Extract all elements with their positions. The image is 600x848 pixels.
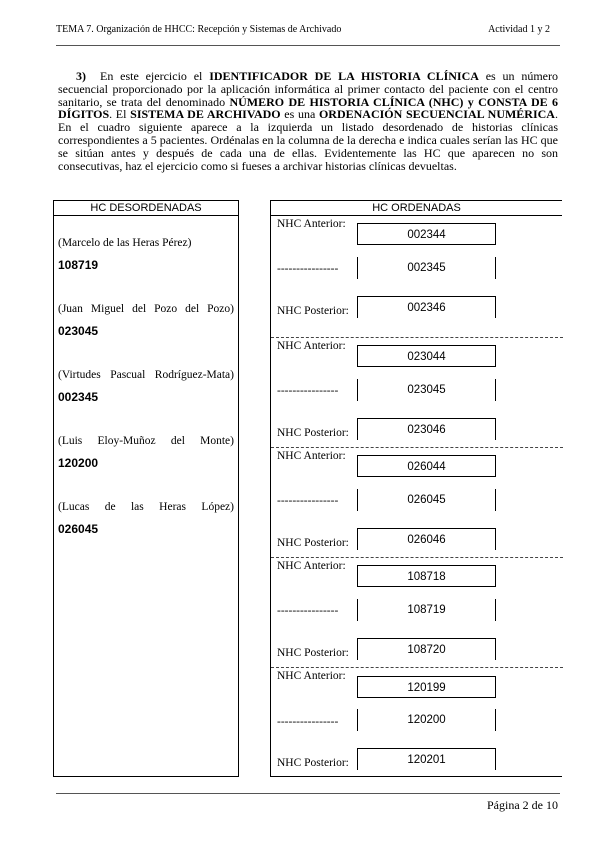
nhc-current-label: ---------------- — [277, 263, 339, 275]
page-number: Página 2 de 10 — [487, 798, 558, 812]
nhc-prev-field[interactable]: 108718 — [357, 565, 496, 587]
exercise-text-2: es un número secuencial proporcionado por la aplicación informática al primer contacto del paciente con el centro sanitario, se trata del denominado — [58, 69, 558, 109]
patient-hc-number: 120200 — [58, 456, 99, 470]
patient-name: (Juan Miguel del Pozo del Pozo) — [58, 303, 234, 315]
patient-hc-number: 002345 — [58, 390, 99, 404]
hc-group — [271, 337, 563, 449]
nhc-current-label: ---------------- — [277, 716, 339, 728]
ordered-hc-header: HC ORDENADAS — [271, 201, 562, 216]
patient-hc-number: 026045 — [58, 522, 99, 536]
nhc-next-label: NHC Posterior: — [277, 427, 349, 439]
unordered-hc-header: HC DESORDENADAS — [54, 201, 238, 216]
nhc-current-field[interactable]: 002345 — [357, 257, 496, 279]
nhc-current-field[interactable]: 120200 — [357, 709, 496, 731]
activity-label: Actividad 1 y 2 — [488, 24, 550, 35]
exercise-bold-4: ORDENACIÓN SECUENCIAL NUMÉRICA — [318, 107, 555, 122]
nhc-current-label: ---------------- — [277, 385, 339, 397]
nhc-next-label: NHC Posterior: — [277, 537, 349, 549]
exercise-text-3: . El — [109, 107, 131, 122]
patient-name: (Lucas de las Heras López) — [58, 501, 234, 513]
exercise-bold-3: SISTEMA DE ARCHIVADO — [130, 107, 281, 122]
nhc-prev-field[interactable]: 026044 — [357, 455, 496, 477]
hc-group — [271, 447, 563, 559]
patient-entry — [58, 303, 234, 338]
document-title: TEMA 7. Organización de HHCC: Recepción y Sistemas de Archivado — [56, 24, 342, 35]
exercise-paragraph — [58, 70, 558, 172]
nhc-next-field[interactable]: 002346 — [357, 296, 496, 318]
patient-hc-number: 108719 — [58, 258, 99, 272]
exercise-text-5: . En el cuadro siguiente aparece a la izquierda un listado desordenado de historias clínicas correspondientes a 5 pacientes. Ordénalas en la columna de la derecha e indica cuales serían las HC que se sitúan antes y después de cada una de ellas. Evidentemente las HC que aparecen no son consecutivas, haz el ejercicio como si fueses a archivar historias clínicas devueltas. — [58, 107, 558, 173]
nhc-current-field[interactable]: 023045 — [357, 379, 496, 401]
nhc-prev-label: NHC Anterior: — [277, 340, 346, 352]
nhc-prev-label: NHC Anterior: — [277, 670, 346, 682]
nhc-prev-label: NHC Anterior: — [277, 450, 346, 462]
nhc-prev-field[interactable]: 023044 — [357, 345, 496, 367]
patient-entry — [58, 369, 234, 404]
nhc-prev-label: NHC Anterior: — [277, 560, 346, 572]
nhc-next-label: NHC Posterior: — [277, 647, 349, 659]
nhc-next-field[interactable]: 023046 — [357, 418, 496, 440]
patient-name: (Marcelo de las Heras Pérez) — [58, 237, 192, 249]
nhc-next-label: NHC Posterior: — [277, 305, 349, 317]
header-divider — [56, 45, 560, 46]
patient-name: (Virtudes Pascual Rodríguez-Mata) — [58, 369, 234, 381]
unordered-hc-table — [53, 200, 239, 777]
hc-group — [271, 557, 563, 669]
exercise-text-4: es una — [280, 107, 319, 122]
exercise-bold-2: NÚMERO DE HISTORIA CLÍNICA (NHC) y CONSTA DE 6 DÍGITOS — [58, 94, 558, 122]
ordered-hc-table — [270, 200, 562, 777]
patient-hc-number: 023045 — [58, 324, 99, 338]
exercise-number: 3) — [76, 69, 86, 83]
patient-entry — [58, 501, 234, 536]
hc-group — [271, 216, 563, 327]
footer-divider — [56, 793, 560, 794]
nhc-current-label: ---------------- — [277, 605, 339, 617]
nhc-prev-field[interactable]: 120199 — [357, 676, 496, 698]
nhc-prev-field[interactable]: 002344 — [357, 223, 496, 245]
hc-group — [271, 667, 563, 779]
nhc-current-label: ---------------- — [277, 495, 339, 507]
exercise-text-1: En este ejercicio el — [100, 69, 210, 83]
patient-name: (Luis Eloy-Muñoz del Monte) — [58, 435, 234, 447]
nhc-next-label: NHC Posterior: — [277, 757, 349, 769]
patient-entry — [58, 237, 234, 272]
nhc-current-field[interactable]: 026045 — [357, 489, 496, 511]
nhc-next-field[interactable]: 108720 — [357, 638, 496, 660]
nhc-next-field[interactable]: 120201 — [357, 748, 496, 770]
nhc-next-field[interactable]: 026046 — [357, 528, 496, 550]
exercise-bold-1: IDENTIFICADOR DE LA HISTORIA CLÍNICA — [209, 69, 479, 83]
nhc-prev-label: NHC Anterior: — [277, 218, 346, 230]
nhc-current-field[interactable]: 108719 — [357, 599, 496, 621]
patient-entry — [58, 435, 234, 470]
